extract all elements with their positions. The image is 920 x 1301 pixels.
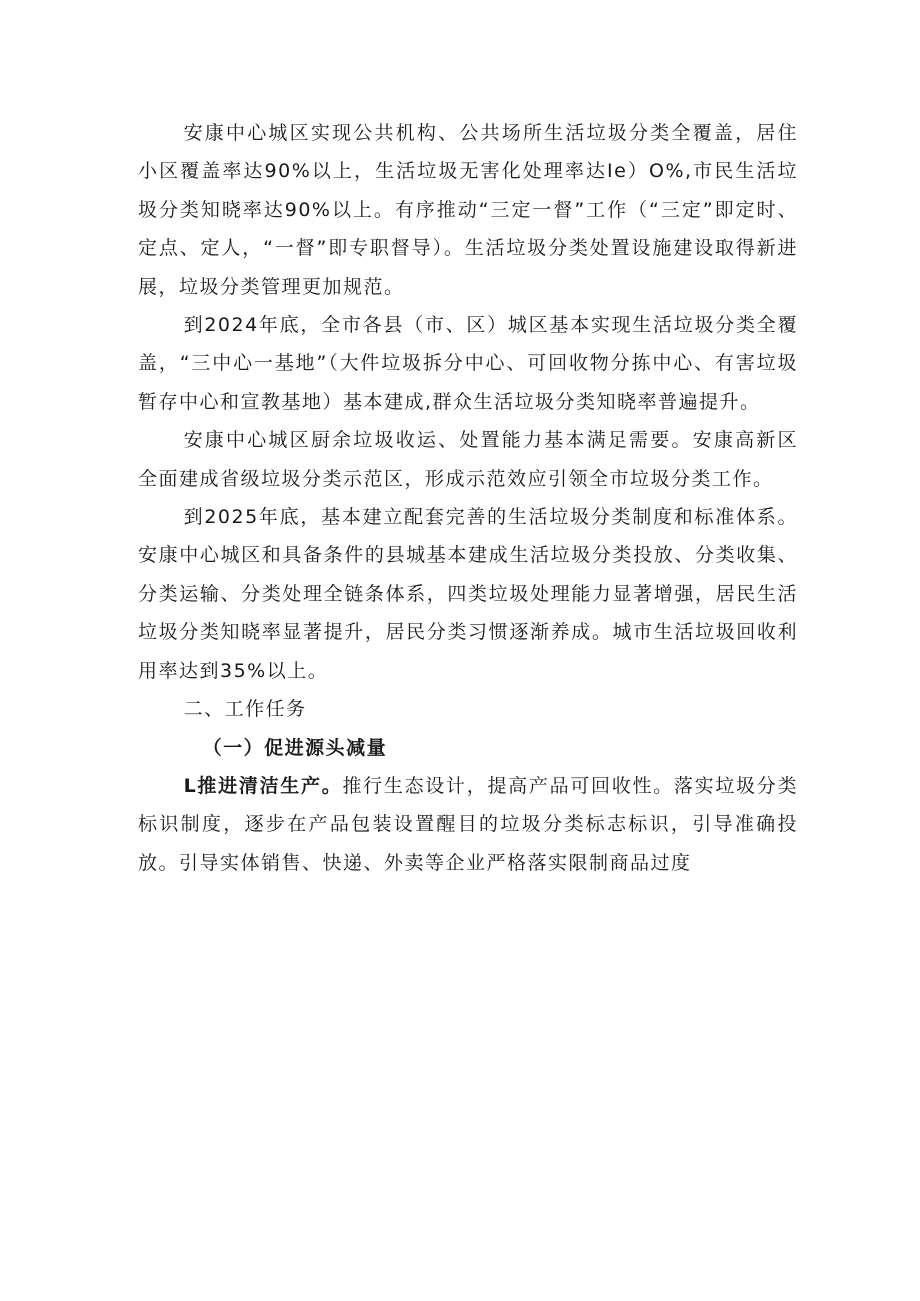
document-body [138, 114, 798, 882]
paragraph-kitchen-waste: 安康中心城区厨余垃圾收运、处置能力基本满足需要。安康高新区全面建成省级垃圾分类示范区，形成示范效应引领全市垃圾分类工作。 [138, 429, 798, 490]
item-lead: L推进清洁生产。 [183, 774, 343, 797]
section-heading: 二、工作任务 [183, 698, 307, 721]
paragraph-anakang-coverage: 安康中心城区实现公共机构、公共场所生活垃圾分类全覆盖，居住小区覆盖率达90%以上，生活垃圾无害化处理率达Ie）O%,市民生活垃圾分类知晓率达90%以上。有序推动“三定一督”工作（“三定”即定时、定点、定人，“一督”即专职督导）。生活垃圾分类处置设施建设取得新进展，垃圾分类管理更加规范。 [138, 122, 798, 298]
item-clean-production [138, 767, 798, 882]
paragraph-2025-goals: 到2025年底，基本建立配套完善的生活垃圾分类制度和标准体系。安康中心城区和具备条件的县城基本建成生活垃圾分类投放、分类收集、分类运输、分类处理全链条体系，四类垃圾处理能力显著增强，居民生活垃圾分类知晓率显著提升，居民分类习惯逐渐养成。城市生活垃圾回收利用率达到35%以上。 [138, 506, 798, 682]
paragraph-2024-goals: 到2024年底，全市各县（市、区）城区基本实现生活垃圾分类全覆盖，“三中心一基地”（大件垃圾拆分中心、可回收物分拣中心、有害垃圾暂存中心和宣教基地）基本建成,群众生活垃圾分类知晓率普遍提升。 [138, 314, 798, 413]
item-text: 推行生态设计，提高产品可回收性。落实垃圾分类标识制度，逐步在产品包装设置醒目的垃圾分类标志标识，引导准确投放。引导实体销售、快递、外卖等企业严格落实限制商品过度 [138, 774, 798, 874]
subsection-heading: （一）促进源头减量 [202, 736, 388, 759]
